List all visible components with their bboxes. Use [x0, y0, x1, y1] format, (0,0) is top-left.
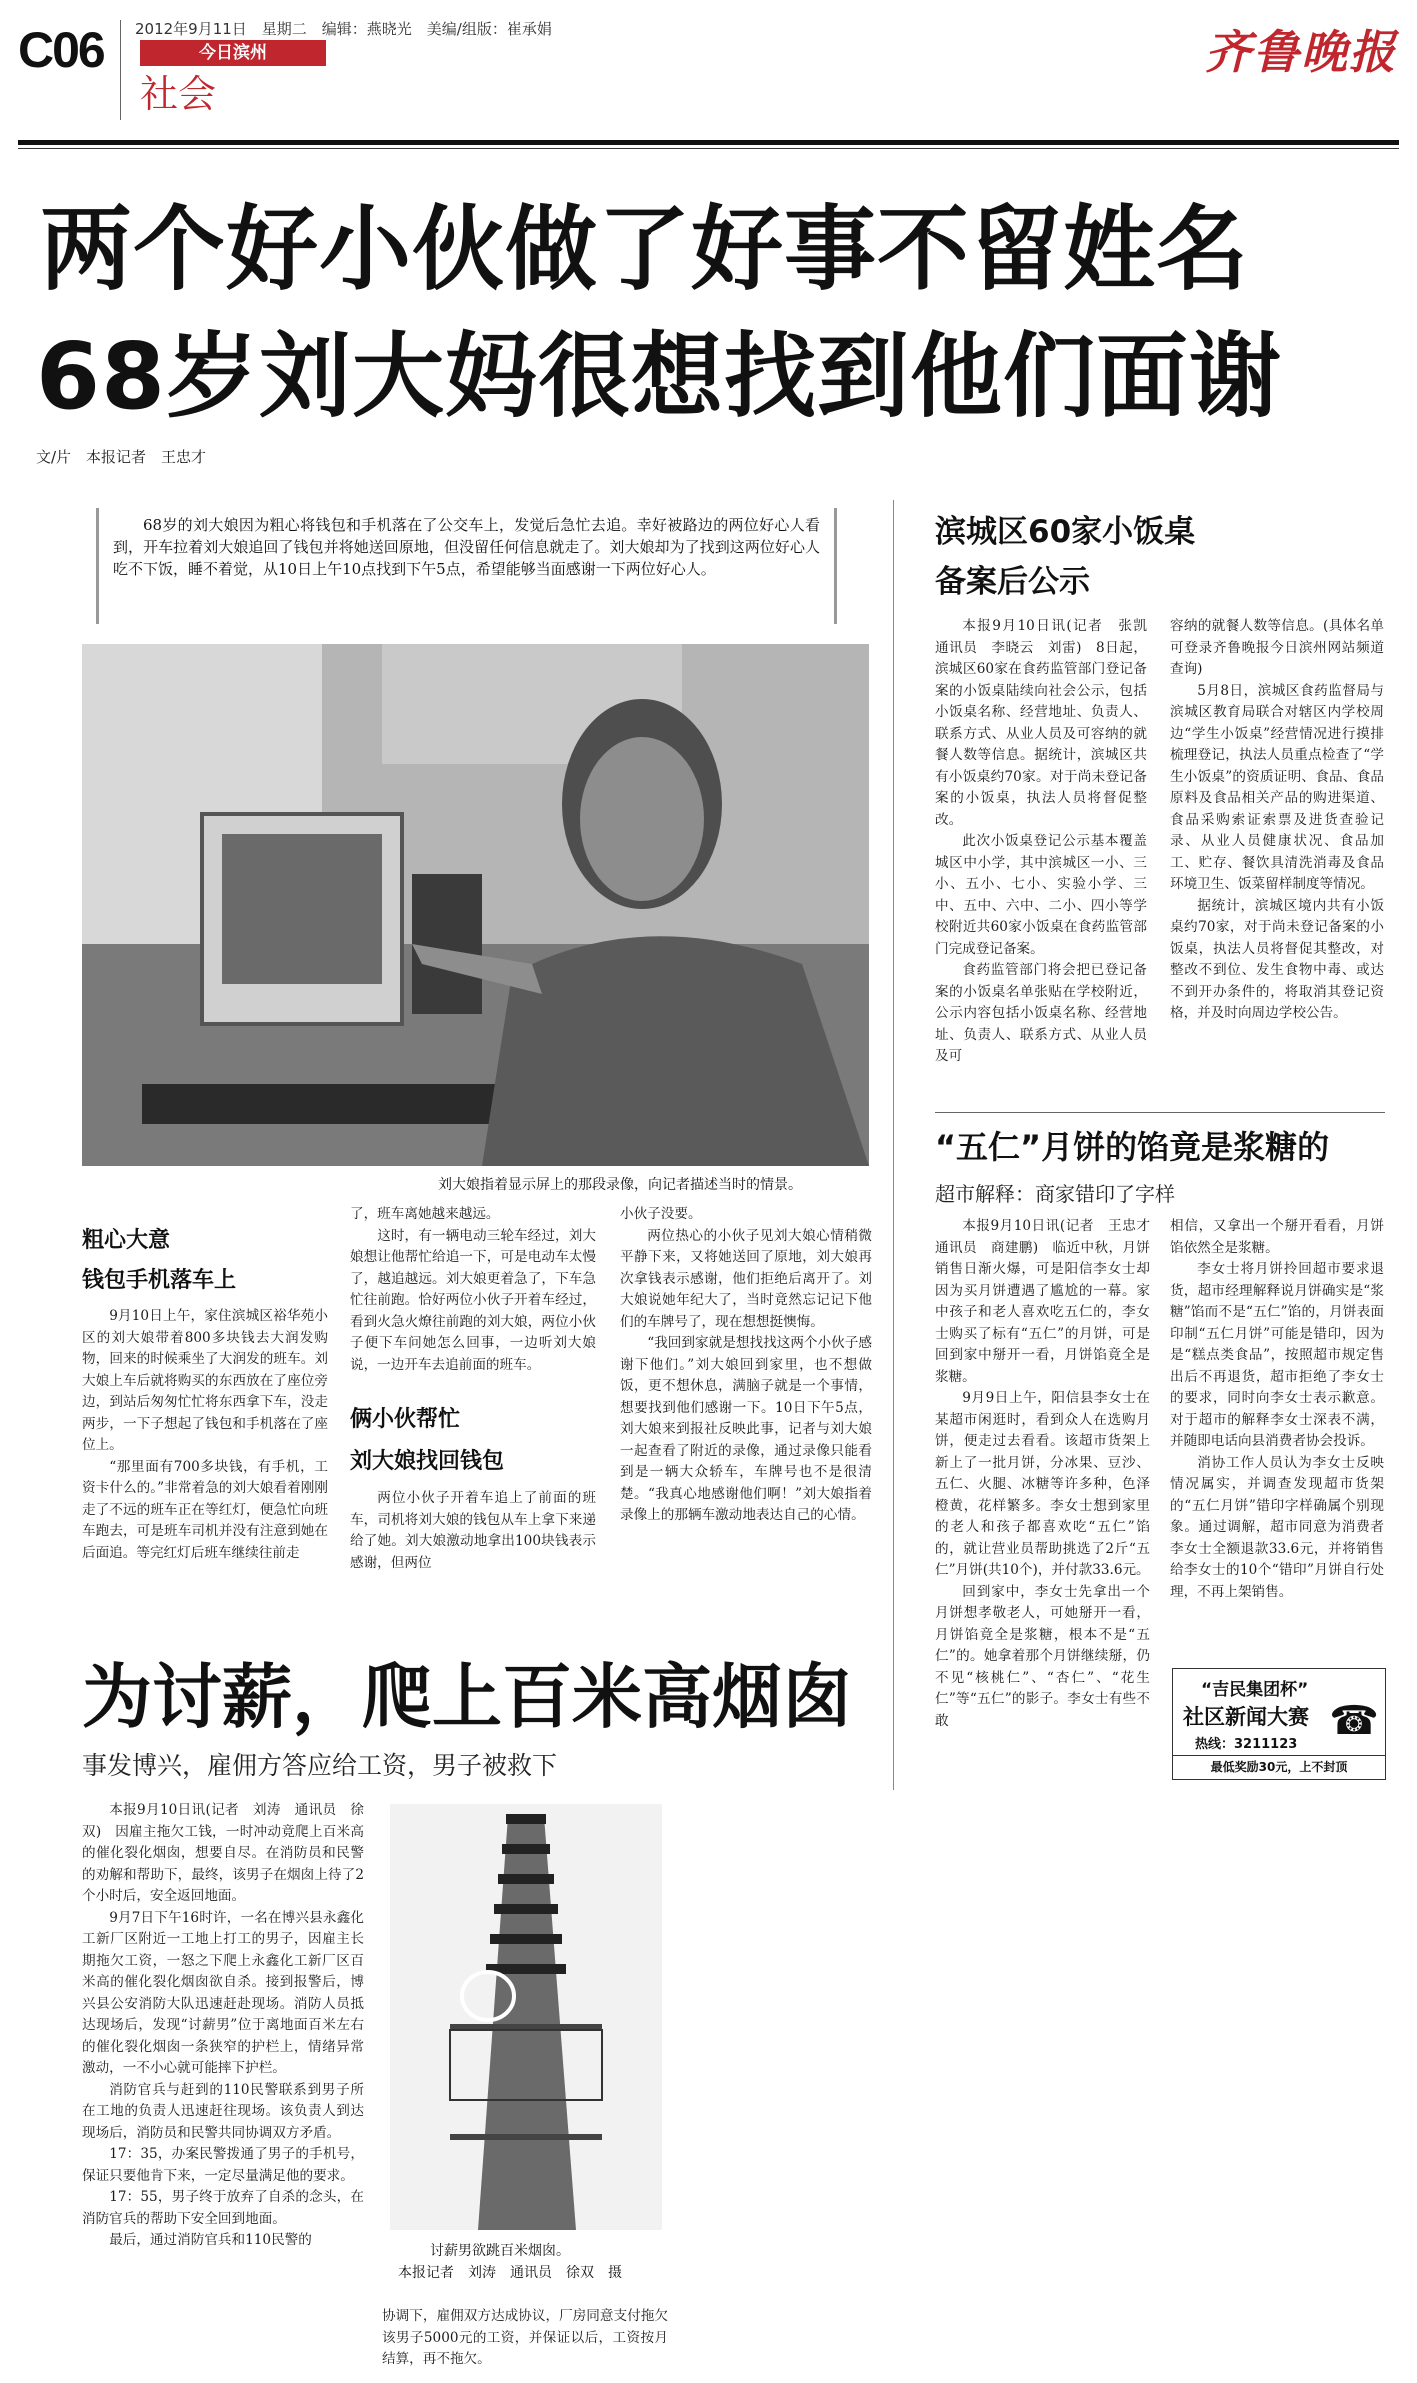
woman-computer-image	[82, 644, 869, 1166]
chimney-caption-2: 本报记者 刘涛 通讯员 徐双 摄	[398, 2265, 622, 2281]
chimney-image	[390, 1804, 662, 2230]
story4-col1-p5: 17：55，男子终于放弃了自杀的念头，在消防官兵的帮助下安全回到地面。	[82, 2189, 364, 2227]
lead-byline: 文/片 本报记者 王忠才	[36, 448, 207, 466]
lead-col3	[620, 1204, 872, 1527]
ad-line1: “吉民集团杯”	[1201, 1680, 1309, 1700]
section-badge: 今日滨州	[140, 40, 326, 66]
story2-bottom-rule	[935, 1112, 1385, 1113]
story2-col1	[935, 616, 1161, 1068]
story4-col2-p1: 协调下，雇佣双方达成协议，厂房同意支付拖欠该男子5000元的工资，并保证以后，工资按月结算，再不拖欠。	[382, 2308, 668, 2367]
story4-col1-p6: 最后，通过消防官兵和110民警的	[109, 2232, 312, 2248]
lead-col1	[82, 1306, 328, 1564]
story4-subhead: 事发博兴，雇佣方答应给工资，男子被救下	[82, 1751, 558, 1780]
story3-col1	[935, 1216, 1164, 1732]
story3-headline: “五仁”月饼的馅竟是浆糖的	[935, 1128, 1330, 1166]
story2-headline-b: 备案后公示	[935, 564, 1090, 600]
lead-col3-p3: “我回到家就是想找找这两个小伙子感谢下他们。”刘大娘回到家里，也不想做饭，更不想休息，满脑子就是一个事情，想要找到他们感谢一下。10日下午5点，刘大娘来到报社反映此事，记者与刘大娘一起查看了附近的录像，通过录像只能看到是一辆大众轿车，车牌号也不是很清楚。“我真心地感谢他们啊！”刘大娘指着录像上的那辆车激动地表达自己的心情。	[620, 1335, 872, 1523]
lead-col1-p2: “那里面有700多块钱，有手机，工资卡什么的。”非常着急的刘大娘看着刚刚走了不远的班车正在等红灯，便急忙向班车跑去，可是班车司机并没有注意到她在后面追。等完红灯后班车继续往前走	[82, 1458, 328, 1561]
header-divider	[120, 20, 121, 120]
lead-headline-1: 两个好小伙做了好事不留姓名	[40, 196, 1250, 303]
summary-box	[96, 508, 837, 624]
story3-col2-p2: 李女士将月饼拎回超市要求退货，超市经理解释说月饼确实是“浆糖”馅而不是“五仁”馅的，月饼表面印制“五仁月饼”可能是错印，因为是“糕点类食品”，按照超市规定售出后不再退货，超市拒绝了李女士的要求，同时向李女士表示歉意。对于超市的解释李女士深表不满，并随即电话向县消费者协会投诉。	[1170, 1261, 1384, 1449]
lead-subhead-2b: 刘大娘找回钱包	[350, 1449, 505, 1474]
lead-col2b	[350, 1488, 596, 1574]
story4-col1-p2: 9月7日下午16时许，一名在博兴县永鑫化工新厂区附近一工地上打工的男子，因雇主长期拖欠工资，一怒之下爬上永鑫化工新厂区百米高的催化裂化烟囱欲自杀。接到报警后，博兴县公安消防大队迅速赶赴现场。消防人员抵达现场后，发现“讨薪男”位于离地面百米左右的催化裂化烟囱一条狭窄的护栏上，情绪异常激动，一不小心就可能摔下护栏。	[82, 1909, 364, 2076]
lead-subhead-1a: 粗心大意	[82, 1228, 171, 1253]
story2-headline-a: 滨城区60家小饭桌	[935, 514, 1196, 550]
lead-col2-p1: 了，班车离她越来越远。	[350, 1206, 500, 1222]
masthead-logo: 齐鲁晚报	[1205, 25, 1397, 79]
story4-col1-p1: 本报9月10日讯(记者 刘涛 通讯员 徐双) 因雇主拖欠工钱，一时冲动竟爬上百米高的催化裂化烟囱，想要自尽。在消防员和民警的劝解和帮助下，最终，该男子在烟囱上待了2个小时后，安全返回地面。	[82, 1802, 364, 1904]
top-rule-thin	[18, 148, 1399, 149]
lead-col2	[350, 1204, 596, 1376]
story2-col2-p3: 据统计，滨城区境内共有小饭桌约70家，对于尚未登记备案的小饭桌，执法人员将督促其整改，对整改不到位、发生食物中毒、或达不到开办条件的，将取消其登记资格，并及时向周边学校公告。	[1170, 897, 1384, 1021]
story2-col2-p2: 5月8日，滨城区食药监督局与滨城区教育局联合对辖区内学校周边“学生小饭桌”经营情况进行摸排梳理登记，执法人员重点检查了“学生小饭桌”的资质证明、食品、食品原料及食品相关产品的购进渠道、食品采购索证索票及进货查验记录、从业人员健康状况、食品加工、贮存、餐饮具清洗消毒及食品环境卫生、饭菜留样制度等情况。	[1170, 682, 1384, 892]
lead-col2-p2: 这时，有一辆电动三轮车经过，刘大娘想让他帮忙给追一下，可是电动车太慢了，越追越远。刘大娘更着急了，下车急忙往前跑。恰好两位小伙子开着车经过，看到火急火燎往前跑的刘大娘，两位小伙子便下车问她怎么回事，一边听刘大娘说，一边开车去追前面的班车。	[350, 1227, 596, 1373]
story3-col2	[1170, 1216, 1384, 1603]
ad-line2: 社区新闻大赛	[1183, 1705, 1309, 1729]
lead-subhead-1b: 钱包手机落车上	[82, 1268, 237, 1293]
summary-text: 68岁的刘大娘因为粗心将钱包和手机落在了公交车上，发觉后急忙去追。幸好被路边的两位好心人看到，开车拉着刘大娘追回了钱包并将她送回原地，但没留任何信息就走了。刘大娘却为了找到这两位好心人吃不下饭，睡不着觉，从10日上午10点找到下午5点，希望能够当面感谢一下两位好心人。	[113, 516, 820, 578]
story2-col1-p2: 此次小饭桌登记公示基本覆盖城区中小学，其中滨城区一小、三小、五小、七小、实验小学、三中、五中、六中、二小、四小等学校附近共60家小饭桌在食药监管部门完成登记备案。	[935, 833, 1147, 957]
story2-col2-p1: 容纳的就餐人数等信息。(具体名单可登录齐鲁晚报今日滨州网站频道查询)	[1170, 618, 1384, 677]
chimney-photo	[390, 1804, 662, 2230]
story3-col1-p1: 本报9月10日讯(记者 王忠才 通讯员 商建鹏) 临近中秋，月饼销售日渐火爆，可是阳信李女士却因为买月饼遭遇了尴尬的一幕。家中孩子和老人喜欢吃五仁的，李女士购买了标有“五仁”的月饼，可是回到家中掰开一看，月饼馅竟全是浆糖。	[935, 1218, 1164, 1385]
lead-photo	[82, 644, 869, 1166]
story3-col1-p3: 回到家中，李女士先拿出一个月饼想孝敬老人，可她掰开一看，月饼馅竟全是浆糖，根本不是“五仁”的。她拿着那个月饼继续掰，仍不见“核桃仁”、“杏仁”、“花生仁”等“五仁”的影子。李女士有些不敢	[935, 1583, 1150, 1729]
story3-col1-p2: 9月9日上午，阳信县李女士在某超市闲逛时，看到众人在选购月饼，便走过去看看。该超市货架上新上了一批月饼，分冰果、豆沙、五仁、火腿、冰糖等许多种，色泽橙黄，花样繁多。李女士想到家里的老人和孩子都喜欢吃“五仁”馅的，就让营业员帮助挑选了2斤“五仁”月饼(共10个)，并付款33.6元。	[935, 1390, 1150, 1578]
lead-photo-caption: 刘大娘指着显示屏上的那段录像，向记者描述当时的情景。	[438, 1177, 802, 1193]
date-line: 2012年9月11日 星期二 编辑：燕晓光 美编/组版：崔承娟	[135, 20, 552, 38]
lead-col1-p1: 9月10日上午，家住滨城区裕华苑小区的刘大娘带着800多块钱去大润发购物，回来的时候乘坐了大润发的班车。刘大娘上车后就将购买的东西放在了座位旁边，到站后匆匆忙忙将东西拿下车，没走两步，一下子想起了钱包和手机落在了座位上。	[82, 1308, 328, 1453]
story4-headline: 为讨薪，爬上百米高烟囱	[82, 1656, 852, 1738]
lead-col3-p2: 两位热心的小伙子见刘大娘心情稍微平静下来，又将她送回了原地，刘大娘再次拿钱表示感谢，他们拒绝后离开了。刘大娘说她年纪大了，当时竟然忘记记下他们的车牌号了，现在想想挺懊悔。	[620, 1227, 872, 1330]
story4-col1	[82, 1800, 364, 2252]
lead-col3-p1: 小伙子没要。	[620, 1206, 702, 1222]
story2-col1-p3: 食药监管部门将会把已登记备案的小饭桌名单张贴在学校附近，公示内容包括小饭桌名称、经营地址、负责人、联系方式、从业人员及可	[935, 962, 1147, 1064]
section-name: 社会	[140, 72, 217, 116]
story3-subhead: 超市解释：商家错印了字样	[935, 1182, 1175, 1206]
page-code: C06	[18, 22, 104, 78]
contest-ad	[1172, 1668, 1386, 1780]
lead-headline-2: 68岁刘大妈很想找到他们面谢	[36, 323, 1283, 430]
story3-col2-p1: 相信，又拿出一个掰开看看，月饼馅依然全是浆糖。	[1170, 1218, 1384, 1256]
column-divider	[893, 500, 894, 1790]
story4-col1-p3: 消防官兵与赶到的110民警联系到男子所在工地的负责人迅速赶往现场。该负责人到达现场后，消防员和民警共同协调双方矛盾。	[82, 2081, 364, 2141]
story3-col2-p3: 消协工作人员认为李女士反映情况属实，并调查发现超市货架的“五仁月饼”错印字样确属个别现象。通过调解，超市同意为消费者李女士全额退款33.6元，并将销售给李女士的10个“错印”月饼自行处理，不再上架销售。	[1170, 1454, 1384, 1600]
telephone-icon: ☎	[1329, 1698, 1379, 1744]
chimney-caption-1: 讨薪男欲跳百米烟囱。	[430, 2243, 570, 2259]
story4-col1-p4: 17：35，办案民警拨通了男子的手机号，保证只要他肯下来，一定尽量满足他的要求。	[82, 2146, 364, 2184]
story2-col2	[1170, 616, 1384, 1025]
ad-fee: 最低奖励30元，上不封顶	[1173, 1755, 1385, 1778]
lead-subhead-2a: 俩小伙帮忙	[350, 1407, 461, 1432]
story2-col1-p1: 本报9月10日讯(记者 张凯 通讯员 李晓云 刘雷) 8日起，滨城区60家在食药监管部门登记备案的小饭桌陆续向社会公示，包括小饭桌名称、经营地址、负责人、联系方式、从业人员及可容纳的就餐人数等信息。据统计，滨城区共有小饭桌约70家。对于尚未登记备案的小饭桌，执法人员将督促整改。	[935, 618, 1161, 828]
lead-col2-p3: 两位小伙子开着车追上了前面的班车，司机将刘大娘的钱包从车上拿下来递给了她。刘大娘激动地拿出100块钱表示感谢，但两位	[350, 1490, 596, 1571]
top-rule	[18, 140, 1399, 145]
story4-col2	[382, 2306, 668, 2371]
ad-hotline: 热线：3211123	[1195, 1737, 1298, 1752]
